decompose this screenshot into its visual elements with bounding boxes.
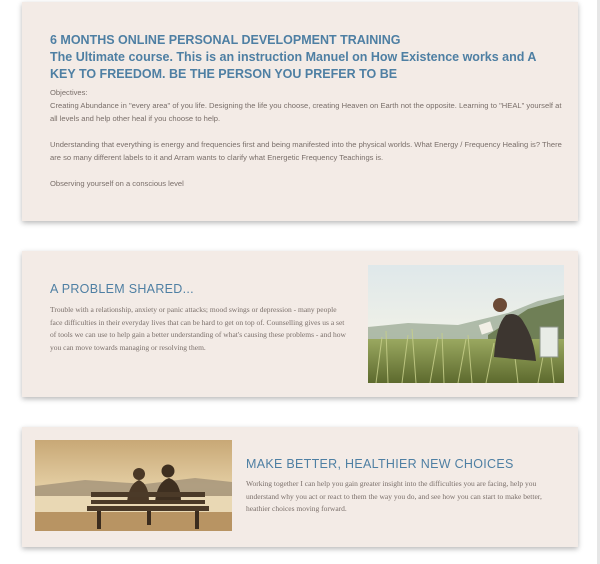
course-title: [50, 32, 550, 83]
course-title-line1: 6 MONTHS ONLINE PERSONAL DEVELOPMENT TRAINING: [50, 33, 401, 47]
course-paragraph-1: Creating Abundance in "every area" of you life. Designing the life you choose, creating Heaven on Earth not the opposite. Learning to "HEAL" yourself at all levels and help other heal if you choose to help.: [50, 101, 562, 123]
healthier-choices-card: [22, 427, 578, 547]
course-title-line2: The Ultimate course. This is an instruction Manuel on How Existence works and A KEY TO FREEDOM. BE THE PERSON YOU PREFER TO BE: [50, 50, 536, 81]
healthier-choices-title: MAKE BETTER, HEALTHIER NEW CHOICES: [246, 457, 514, 471]
couple-bench-photo: [35, 440, 232, 531]
course-card: [22, 2, 578, 221]
objectives-label: Objectives:: [50, 88, 88, 97]
course-description: [50, 86, 565, 190]
healthier-choices-text: Working together I can help you gain greater insight into the difficulties you are facing, help you understand why you act or react to them the way you do, and see how you can start to make better, heathier choices moving forward.: [246, 479, 542, 513]
problem-shared-text: Trouble with a relationship, anxiety or panic attacks; mood swings or depression - many people face difficulties in their everyday lives that can be hard to get on top of. Counselling gives us a set of tools we can use to help gain a better understanding of what's causing these problems - and how you can move towards managing or resolving them.: [50, 305, 346, 352]
problem-shared-card: [22, 251, 578, 397]
man-reading-photo: [368, 265, 564, 383]
problem-shared-title: A PROBLEM SHARED...: [50, 282, 194, 296]
course-paragraph-3: Observing yourself on a conscious level: [50, 179, 184, 188]
course-paragraph-2: Understanding that everything is energy and frequencies first and being manifested into the physical worlds. What Energy / Frequency Healing is? There are so many different labels to it and Arram wants to clarify what Energetic Frequency Teachings is.: [50, 140, 562, 162]
